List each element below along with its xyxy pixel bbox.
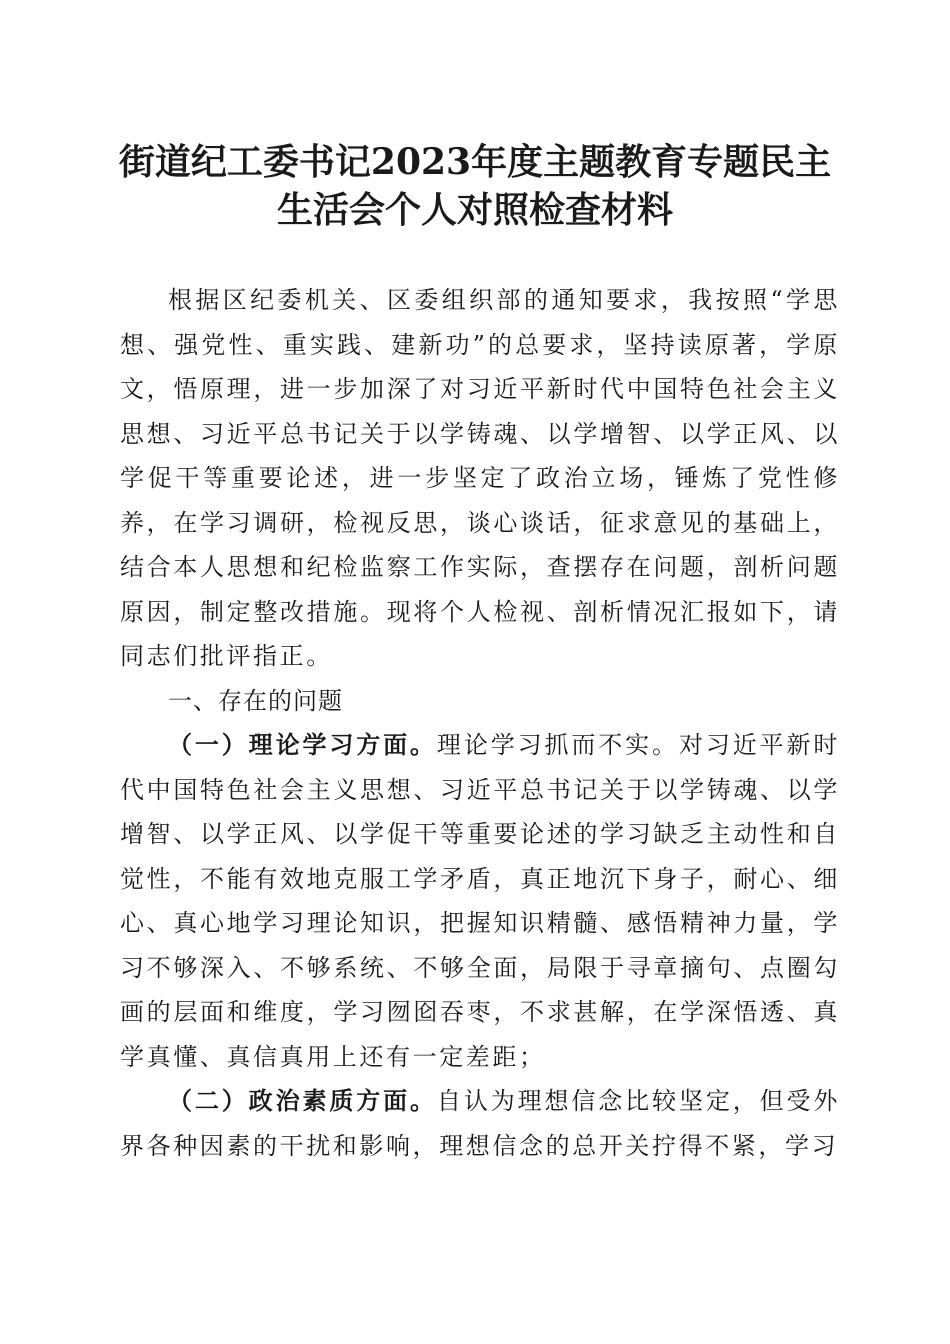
intro-paragraph: 根据区纪委机关、区委组织部的通知要求，我按照“学思想、强党性、重实践、建新功”的总要求，坚持读原著，学原文，悟原理，进一步加深了对习近平新时代中国特色社会主义思想、习近平总书记关于以学铸魂、以学增智、以学正风、以学促干等重要论述，进一步坚定了政治立场，锤炼了党性修养，在学习调研，检视反思，谈心谈话，征求意见的基础上，结合本人思想和纪检监察工作实际，查摆存在问题，剖析问题原因，制定整改措施。现将个人检视、剖析情况汇报如下，请同志们批评指正。 — [120, 286, 840, 670]
item-2-text: 自认为理想信念比较坚定，但受外界各种因素的干扰和影响，理想信念的总开关拧得不紧，学习 — [120, 1087, 841, 1160]
item-1-text: 理论学习抓而不实。对习近平新时代中国特色社会主义思想、习近平总书记关于以学铸魂、以学增智、以学正风、以学促干等重要论述的学习缺乏主动性和自觉性，不能有效地克服工学矛盾，真正地沉下身子，耐心、细心、真心地学习理论知识，把握知识精髓、感悟精神力量，学习不够深入、不够系统、不够全面，局限于寻章摘句、点圈勾画的层面和维度，学习囫囵吞枣，不求甚解，在学深悟透、真学真懂、真信真用上还有一定差距； — [120, 731, 841, 1071]
item-1-paragraph — [120, 723, 840, 1079]
item-2-title: （二）政治素质方面。 — [168, 1086, 437, 1115]
title-line-1: 街道纪工委书记2023年度主题教育专题民主 — [118, 141, 832, 183]
item-2-paragraph — [120, 1079, 840, 1168]
section-heading: 一、存在的问题 — [168, 686, 343, 715]
item-1-title: （一）理论学习方面。 — [168, 730, 437, 759]
document-title — [100, 138, 850, 234]
document-body — [120, 278, 840, 1168]
title-line-2: 生活会个人对照检查材料 — [276, 189, 673, 231]
